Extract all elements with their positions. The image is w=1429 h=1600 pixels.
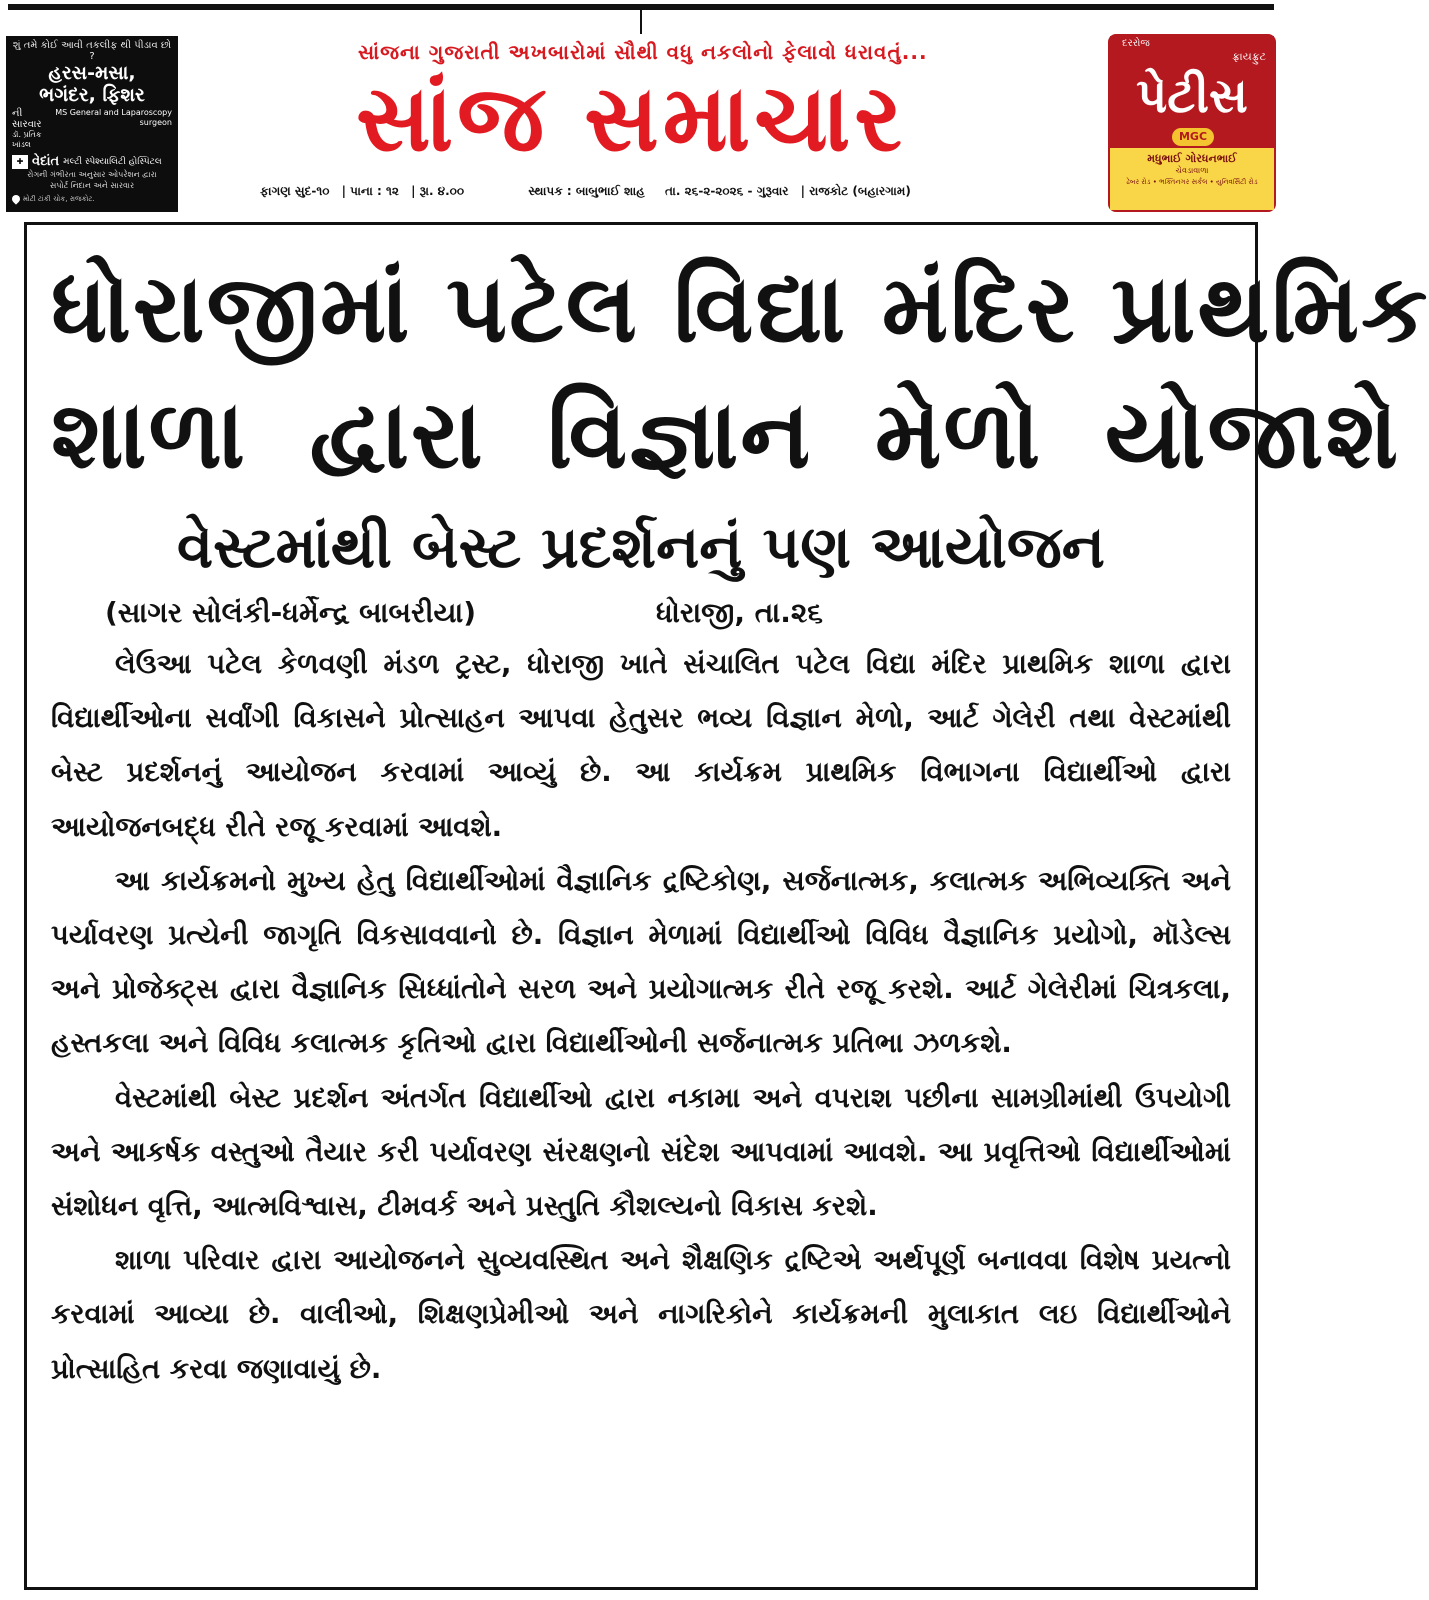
ad-left-doctor: ડૉ. પ્રતિક ખાંડલ [12,130,42,149]
ad-right-badge: MGC [1172,128,1214,146]
ad-right-brand-sub: ચેવડાવાળા [1175,166,1209,175]
article-byline-row [51,589,1231,637]
article-body [51,637,1231,1396]
dateline-founder: સ્થાપક : બાબુભાઈ શાહ [528,184,645,198]
right-advertisement [1108,34,1276,212]
hospital-logo-icon: ✚ [12,155,28,169]
article-subhead: વેસ્ટમાંથી બેસ્ટ પ્રદર્શનનું પણ આયોજન [177,513,1105,581]
ad-left-hospital-sub: મલ્ટી સ્પેશ્યાલિટી હોસ્પિટલ [63,156,162,167]
article-byline: (સાગર સોલંકી-ધર્મેન્દ્ર બાબરીયા) [105,596,477,629]
ad-right-brand: મધુભાઈ ગોરધનભાઈ [1147,152,1237,165]
ad-left-brand-row [12,154,172,169]
ad-right-fry: ફ્રાયફ્રુટ [1232,50,1266,63]
article-paragraph: લેઉઆ પટેલ કેળવણી મંડળ ટ્રસ્ટ, ધોરાજી ખાતે સંચાલિત પટેલ વિદ્યા મંદિર પ્રાથમિક શાળા દ્વારા વિદ્યાર્થીઓના સર્વાંગી વિકાસને પ્રોત્સાહન આપવા હેતુસર ભવ્ય વિજ્ઞાન મેળો, આર્ટ ગેલેરી તથા વેસ્ટમાંથી બેસ્ટ પ્રદર્શનનું આયોજન કરવામાં આવ્યું છે. આ કાર્યક્રમ પ્રાથમિક વિભાગના વિદ્યાર્થીઓ દ્વારા આયોજનબદ્ધ રીતે રજૂ કરવામાં આવશે. [51,648,1231,843]
article-paragraph: આ કાર્યક્રમનો મુખ્ય હેતુ વિદ્યાર્થીઓમાં વૈજ્ઞાનિક દ્રષ્ટિકોણ, સર્જનાત્મક, કલાત્મક અભિવ્યક્તિ અને પર્યાવરણ પ્રત્યેની જાગૃતિ વિકસાવવાનો છે. વિજ્ઞાન મેળામાં વિદ્યાર્થીઓ વિવિધ વૈજ્ઞાનિક પ્રયોગો, મૉડેલ્સ અને પ્રોજેક્ટ્સ દ્વારા વૈજ્ઞાનિક સિધ્ધાંતોને સરળ અને પ્રયોગાત્મક રીતે રજૂ કરશે. આર્ટ ગેલેરીમાં ચિત્રકલા, હસ્તકલા અને વિવિધ કલાત્મક કૃતિઓ દ્વારા વિદ્યાર્થીઓની સર્જનાત્મક પ્રતિભા ઝળકશે. [51,864,1231,1060]
ad-left-address: મોટી ટાંકી ચોક, રાજકોટ. [23,195,95,203]
ad-left-address-row [12,194,172,204]
ad-left-question: શું તમે કોઈ આવી તકલીફ થી પીડાવ છો ? [12,40,172,62]
top-tick [640,10,642,34]
masthead-title: સાંજ સમાચાર [356,65,906,172]
ad-right-daily: દરરોજ [1122,38,1150,49]
ad-left-hospital: વેદાંત [32,154,60,169]
dateline-date: તા. ૨૬-૨-૨૦૨૬ - ગુરૂવાર [664,184,789,198]
dateline-city: | રાજકોટ (બહારગામ) [800,184,911,198]
dateline-price: | રૂા. ૪.૦૦ [411,184,465,198]
article-dateline: ધોરાજી, તા.૨૬ [656,596,823,629]
ad-right-locations: ઢેબર રોડ • ભક્તિનગર સર્કલ • યુનિવર્સિટી રોડ [1126,178,1258,186]
ad-right-product: પેટીસ [1136,68,1248,124]
headline-line2: શાળા દ્વારા વિજ્ઞાન મેળો યોજાશે [51,381,1401,490]
masthead-dateline [260,184,1050,199]
dateline-pages: | પાના : ૧૨ [341,184,399,198]
article-paragraph: શાળા પરિવાર દ્વારા આયોજનને સુવ્યવસ્થિત અને શૈક્ષણિક દ્રષ્ટિએ અર્થપૂર્ણ બનાવવા વિશેષ પ્રયત્નો કરવામાં આવ્યા છે. વાલીઓ, શિક્ષણપ્રેમીઓ અને નાગરિકોને કાર્યક્રમની મુલાકાત લઇ વિદ્યાર્થીઓને પ્રોત્સાહિત કરવા જણાવાયું છે. [51,1244,1231,1385]
ad-left-line2: ભગંદર, ફિશર [39,84,145,106]
ad-right-footer [1110,148,1274,210]
ad-left-note2: સપોર્ટ નિદાન અને સારવાર [49,181,135,190]
ad-left-treatment: ની સારવાર [12,108,42,130]
ad-left-line1: હરસ-મસા, [48,62,136,84]
ad-left-qualification: MS General and Laparoscopy surgeon [55,108,172,127]
ad-right-head [1110,36,1274,148]
left-advertisement [6,36,178,212]
dateline-tithi: ફાગણ સુદ-૧૦ [260,184,330,198]
location-pin-icon [10,193,21,204]
headline-line1: ધોરાજીમાં પટેલ વિદ્યા મંદિર પ્રાથમિક [51,255,1429,364]
news-article [24,222,1429,1590]
article-paragraph: વેસ્ટમાંથી બેસ્ટ પ્રદર્શન અંતર્ગત વિદ્યાર્થીઓ દ્વારા નકામા અને વપરાશ પછીના સામગ્રીમાંથી ઉપયોગી અને આકર્ષક વસ્તુઓ તૈયાર કરી પર્યાવરણ સંરક્ષણનો સંદેશ આપવામાં આવશે. આ પ્રવૃત્તિઓ વિદ્યાર્થીઓમાં સંશોધન વૃત્તિ, આત્મવિશ્વાસ, ટીમવર્ક અને પ્રસ્તુતિ કૌશલ્યનો વિકાસ કરશે. [51,1081,1231,1223]
masthead-tagline: સાંજના ગુજરાતી અખબારોમાં સૌથી વધુ નકલોનો ફેલાવો ધરાવતું... [358,40,928,64]
ad-left-sub [12,108,172,150]
ad-left-note1: રોગની ગંભીરતા અનુસાર ઓપરેશન દ્વારા [27,170,157,179]
